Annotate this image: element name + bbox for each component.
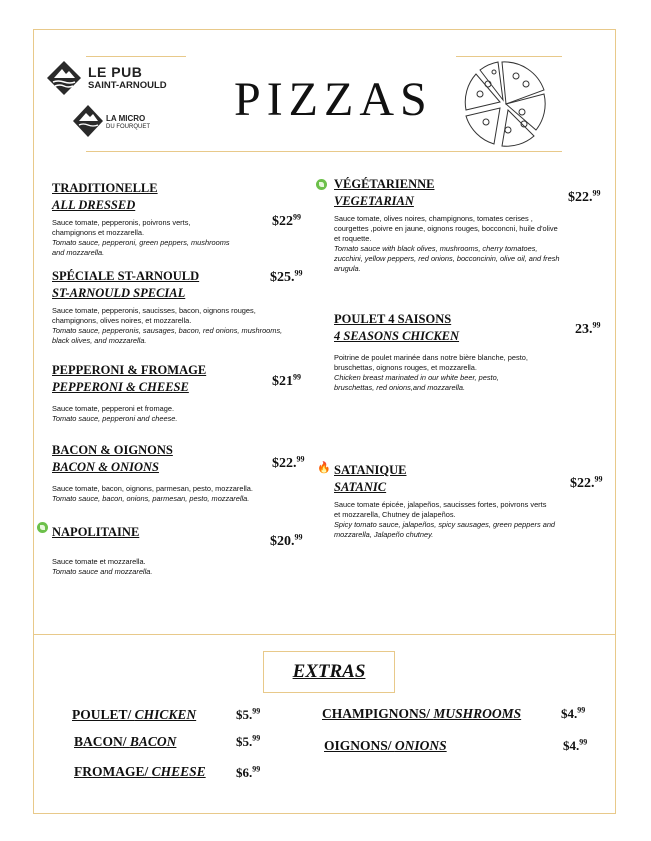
item-price: 23.99	[575, 320, 601, 337]
item-price: $\$22^{99}$	[272, 212, 301, 229]
mountain-logo-icon	[46, 60, 82, 96]
pub-logo-line1: LE PUB	[88, 64, 143, 80]
header-rule-left-top	[86, 56, 186, 57]
item-name-fr: SPÉCIALE ST-ARNOULD	[52, 269, 200, 283]
item-desc-en: Tomato sauce, pepperoni, green peppers, mushrooms and mozzarella.	[52, 238, 230, 257]
item-desc-fr: Sauce tomate, pepperonis, saucisses, bacon, oignons rouges, champignons, olives noires, et mozzarella.	[52, 306, 256, 325]
pizza-item-napolitaine	[52, 524, 252, 577]
item-name-en: PEPPERONI & CHEESE	[52, 380, 189, 394]
pizza-item-pepperoni	[52, 362, 272, 424]
extra-item-mushrooms: CHAMPIGNONS/ MUSHROOMS	[322, 706, 522, 721]
leaf-icon	[316, 179, 327, 190]
extra-item-chicken: POULET/ CHICKEN	[72, 707, 197, 722]
pizza-item-vegetarienne	[334, 176, 564, 274]
header-rule-right-top	[456, 56, 562, 57]
item-name-en: BACON & ONIONS	[52, 460, 159, 474]
page-title: PIZZAS	[234, 73, 433, 126]
item-price: $22.99	[568, 188, 601, 205]
extras-header-box	[263, 651, 395, 693]
leaf-icon	[37, 522, 48, 533]
item-name-fr: PEPPERONI & FROMAGE	[52, 363, 207, 377]
item-price: $22.99	[570, 474, 603, 491]
pub-logo-line2: SAINT-ARNOULD	[88, 80, 167, 91]
item-desc-fr: Sauce tomate, pepperonis, poivrons verts, champignons et mozzarella.	[52, 218, 191, 237]
item-desc-en: Tomato sauce, pepperoni and cheese.	[52, 414, 178, 423]
item-desc-fr: Sauce tomate, olives noires, champignons, tomates cerises , courgettes ,poivre en jaune, oignons rouges, bocconcni, huile d'olive et roquette.	[334, 214, 558, 243]
item-name-en: SATANIC	[334, 480, 387, 494]
item-name-en: ST-ARNOULD SPECIAL	[52, 286, 186, 300]
item-desc-en: Tomato sauce, bacon, onions, parmesan, pesto, mozzarella.	[52, 494, 250, 503]
item-desc-fr: Sauce tomate et mozzarella.	[52, 557, 146, 566]
mountain-logo-small-icon	[72, 104, 104, 138]
pizza-item-traditionelle	[52, 180, 272, 258]
extra-item-onions: OIGNONS/ ONIONS	[324, 738, 447, 753]
item-price: $20.99	[270, 532, 303, 549]
item-name-en: 4 SEASONS CHICKEN	[334, 329, 460, 343]
extras-title: EXTRAS	[292, 661, 366, 682]
item-desc-fr: Sauce tomate, pepperoni et fromage.	[52, 404, 175, 413]
extra-price: $4.99	[561, 705, 586, 721]
item-price: $22.99	[272, 454, 305, 471]
item-desc-fr: Sauce tomate épicée, jalapeños, saucisses fortes, poivrons verts et mozzarella, Chutney de jalapeños.	[334, 500, 547, 519]
pizza-item-satanique	[334, 462, 564, 540]
item-desc-en: Spicy tomato sauce, jalapeños, spicy sausages, green peppers and mozzarella, Jalapeño chutney.	[334, 520, 556, 539]
item-price: $25.99	[270, 268, 303, 285]
pizza-illustration	[464, 60, 552, 150]
pizza-item-speciale	[52, 268, 302, 346]
item-name-en: VEGETARIAN	[334, 194, 414, 208]
section-divider	[33, 634, 616, 635]
pizza-item-bacon	[52, 442, 292, 504]
extra-price: $5.99	[236, 733, 261, 749]
item-name-fr: TRADITIONELLE	[52, 181, 158, 195]
item-name-fr: BACON & OIGNONS	[52, 443, 173, 457]
extra-price: $6.99	[236, 764, 261, 780]
item-name-fr: NAPOLITAINE	[52, 525, 140, 539]
micro-logo-line2: DU FOURQUET	[106, 124, 150, 130]
micro-logo-line1: LA MICRO	[106, 114, 146, 123]
item-desc-en: Tomato sauce, pepperonis, sausages, bacon, red onions, mushrooms, black olives, and mozzarella.	[52, 326, 283, 345]
pub-logo	[46, 60, 167, 101]
item-desc-en: Chicken breast marinated in our white beer, pesto, bruschettas, red onions,and mozzarella.	[334, 373, 499, 392]
header-rule-bottom	[86, 151, 562, 152]
fire-icon: 🔥	[317, 461, 331, 474]
item-desc-en: Tomato sauce and mozzarella.	[52, 567, 153, 576]
item-desc-en: Tomato sauce with black olives, mushrooms, cherry tomatoes, zucchini, yellow peppers, red onions, bocconcinin, olive oil, and fresh arugula.	[334, 244, 560, 273]
pizza-item-poulet	[334, 311, 534, 393]
extra-item-cheese: FROMAGE/ CHEESE	[74, 764, 206, 779]
extra-price: $5.99	[236, 706, 261, 722]
item-name-en: ALL DRESSED	[52, 198, 136, 212]
item-name-fr: VÉGÉTARIENNE	[334, 177, 435, 191]
item-desc-fr: Sauce tomate, bacon, oignons, parmesan, pesto, mozzarella.	[52, 484, 253, 493]
item-desc-fr: Poitrine de poulet marinée dans notre bière blanche, pesto, bruschettas, oignons rouges, et mozzarella.	[334, 353, 528, 372]
extra-item-bacon: BACON/ BACON	[74, 734, 177, 749]
item-name-fr: POULET 4 SAISONS	[334, 312, 452, 326]
extra-price: $4.99	[563, 737, 588, 753]
item-price: $\$21^{99}$	[272, 372, 301, 389]
item-name-fr: SATANIQUE	[334, 463, 407, 477]
micro-logo	[72, 104, 150, 143]
